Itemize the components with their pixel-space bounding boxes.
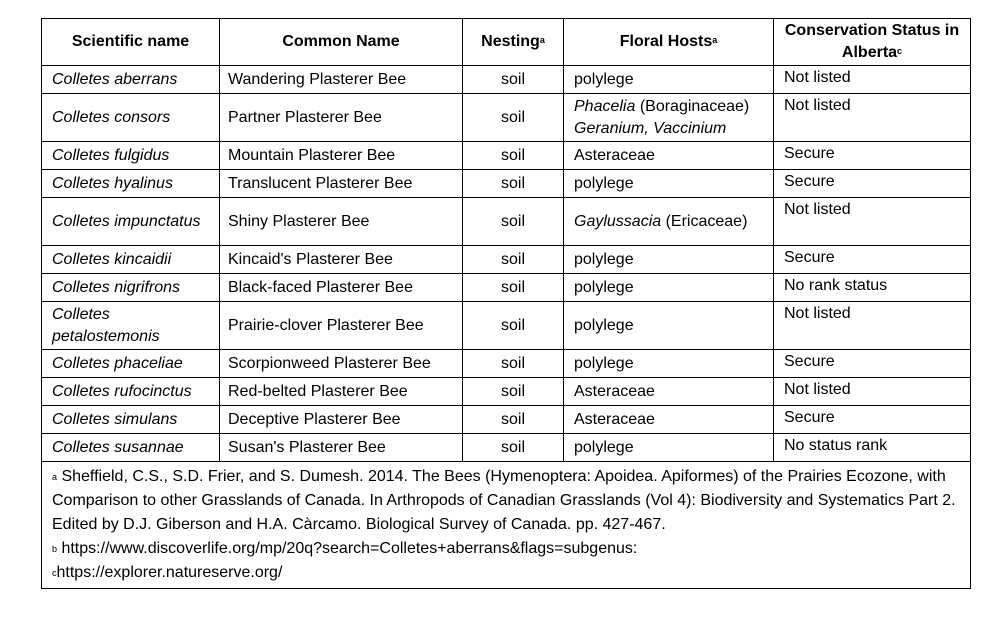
header-common-name: Common Name xyxy=(220,19,463,66)
footnote-c xyxy=(52,561,962,585)
nesting-cell: soil xyxy=(463,94,564,142)
nesting-cell: soil xyxy=(463,66,564,94)
scientific-name-cell: Colletes phaceliae xyxy=(42,350,220,378)
footnote-ref: a xyxy=(712,35,718,45)
footnotes-row xyxy=(42,462,971,589)
table-row xyxy=(42,434,971,462)
table-row xyxy=(42,350,971,378)
nesting-cell: soil xyxy=(463,170,564,198)
status-cell: Not listed xyxy=(774,302,971,350)
nesting-cell: soil xyxy=(463,198,564,246)
footnote-c-link[interactable]: https://explorer.natureserve.org/ xyxy=(56,564,283,581)
table-row xyxy=(42,406,971,434)
nesting-cell: soil xyxy=(463,406,564,434)
nesting-cell: soil xyxy=(463,302,564,350)
floral-hosts-cell: polylege xyxy=(564,434,774,462)
common-name-cell: Susan's Plasterer Bee xyxy=(220,434,463,462)
scientific-name-cell: Colletes susannae xyxy=(42,434,220,462)
table-row xyxy=(42,170,971,198)
floral-hosts-cell: polylege xyxy=(564,246,774,274)
status-cell: Secure xyxy=(774,246,971,274)
common-name-cell: Kincaid's Plasterer Bee xyxy=(220,246,463,274)
status-cell: No status rank xyxy=(774,434,971,462)
scientific-name-cell: Colletes kincaidii xyxy=(42,246,220,274)
footnote-ref: c xyxy=(897,46,903,56)
status-cell: Secure xyxy=(774,350,971,378)
scientific-name-cell: Colletes impunctatus xyxy=(42,198,220,246)
floral-hosts-cell: Asteraceae xyxy=(564,406,774,434)
species-table-container xyxy=(41,18,970,589)
nesting-cell: soil xyxy=(463,142,564,170)
status-cell: Secure xyxy=(774,170,971,198)
status-cell: Not listed xyxy=(774,198,971,246)
common-name-cell: Wandering Plasterer Bee xyxy=(220,66,463,94)
floral-hosts-cell: polylege xyxy=(564,274,774,302)
table-row xyxy=(42,274,971,302)
scientific-name-cell: Colletes rufocinctus xyxy=(42,378,220,406)
footnote-b-mark: b xyxy=(52,544,58,554)
footnote-a-text: Sheffield, C.S., S.D. Frier, and S. Dumesh. 2014. The Bees (Hymenoptera: Apoidea. Apiformes) of the Prairies Ecozone, with Comparison to other Grasslands of Canada. In Arthropods of Canadian Grasslands (Vol 4): Biodiversity and Systematics Part 2. Edited by D.J. Giberson and H.A. Càrcamo. Biological Survey of Canada. pp. 427-467. xyxy=(52,468,956,533)
floral-hosts-cell: Asteraceae xyxy=(564,378,774,406)
status-cell: Not listed xyxy=(774,94,971,142)
scientific-name-cell: Colletes hyalinus xyxy=(42,170,220,198)
floral-hosts-cell: Asteraceae xyxy=(564,142,774,170)
table-row xyxy=(42,302,971,350)
footnote-b-link[interactable]: https://www.discoverlife.org/mp/20q?search=Colletes+aberrans&flags=subgenus: xyxy=(57,540,638,557)
scientific-name-cell: Colletes petalostemonis xyxy=(42,302,220,350)
status-cell: Not listed xyxy=(774,66,971,94)
header-floral-hosts: Floral Hosts$^a$ xyxy=(564,19,774,66)
floral-hosts-cell: polylege xyxy=(564,350,774,378)
table-row xyxy=(42,142,971,170)
nesting-cell: soil xyxy=(463,434,564,462)
scientific-name-cell: Colletes aberrans xyxy=(42,66,220,94)
footnote-c-mark: c xyxy=(52,568,57,578)
footnotes-cell xyxy=(42,462,971,589)
nesting-cell: soil xyxy=(463,378,564,406)
common-name-cell: Mountain Plasterer Bee xyxy=(220,142,463,170)
species-table xyxy=(41,18,971,589)
table-row xyxy=(42,378,971,406)
common-name-cell: Deceptive Plasterer Bee xyxy=(220,406,463,434)
status-cell: Secure xyxy=(774,406,971,434)
common-name-cell: Shiny Plasterer Bee xyxy=(220,198,463,246)
common-name-cell: Red-belted Plasterer Bee xyxy=(220,378,463,406)
table-row xyxy=(42,246,971,274)
scientific-name-cell: Colletes simulans xyxy=(42,406,220,434)
footnote-a-mark: a xyxy=(52,472,58,482)
common-name-cell: Prairie-clover Plasterer Bee xyxy=(220,302,463,350)
nesting-cell: soil xyxy=(463,350,564,378)
table-row xyxy=(42,198,971,246)
floral-hosts-cell: polylege xyxy=(564,170,774,198)
status-cell: No rank status xyxy=(774,274,971,302)
table-row xyxy=(42,94,971,142)
nesting-cell: soil xyxy=(463,274,564,302)
common-name-cell: Translucent Plasterer Bee xyxy=(220,170,463,198)
status-cell: Not listed xyxy=(774,378,971,406)
scientific-name-cell: Colletes consors xyxy=(42,94,220,142)
common-name-cell: Scorpionweed Plasterer Bee xyxy=(220,350,463,378)
footnote-a xyxy=(52,465,962,537)
status-cell: Secure xyxy=(774,142,971,170)
floral-hosts-cell: Phacelia (Boraginaceae) Geranium, Vaccinium xyxy=(564,94,774,142)
footnote-ref: a xyxy=(539,35,545,45)
common-name-cell: Black-faced Plasterer Bee xyxy=(220,274,463,302)
common-name-cell: Partner Plasterer Bee xyxy=(220,94,463,142)
header-conservation-status: Conservation Status in Alberta$^c$ xyxy=(774,19,971,66)
header-row xyxy=(42,19,971,66)
nesting-cell: soil xyxy=(463,246,564,274)
floral-hosts-cell: polylege xyxy=(564,302,774,350)
header-scientific-name: Scientific name xyxy=(42,19,220,66)
header-nesting: Nesting$^a$ xyxy=(463,19,564,66)
footnote-b xyxy=(52,537,962,561)
floral-hosts-cell: Gaylussacia (Ericaceae) xyxy=(564,198,774,246)
scientific-name-cell: Colletes fulgidus xyxy=(42,142,220,170)
table-row xyxy=(42,66,971,94)
scientific-name-cell: Colletes nigrifrons xyxy=(42,274,220,302)
floral-hosts-cell: polylege xyxy=(564,66,774,94)
